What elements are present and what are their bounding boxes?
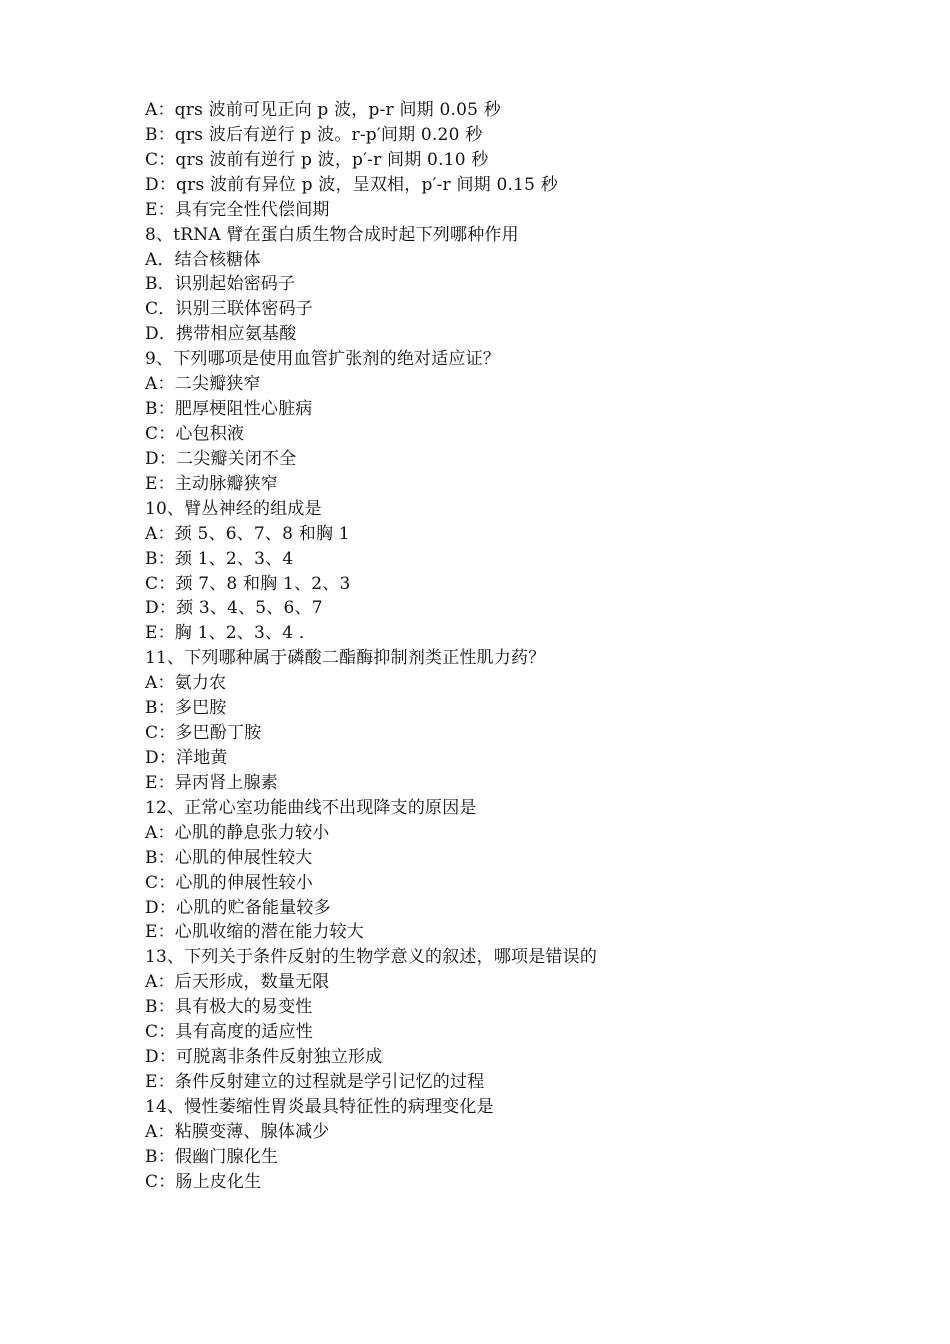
option-line: E：具有完全性代偿间期 bbox=[145, 199, 330, 220]
option-line: E：胸 1、2、3、4 ． bbox=[145, 623, 317, 644]
option-line: B．识别起始密码子 bbox=[145, 274, 296, 295]
document-body bbox=[145, 98, 905, 1195]
option-line: B：qrs 波后有逆行 p 波。r-p′间期 0.20 秒 bbox=[145, 124, 483, 145]
option-line: C：颈 7、8 和胸 1、2、3 bbox=[145, 573, 351, 594]
option-line: C：qrs 波前有逆行 p 波，p′-r 间期 0.10 秒 bbox=[145, 149, 489, 170]
option-line: E：条件反射建立的过程就是学引记忆的过程 bbox=[145, 1071, 485, 1092]
option-line: C：具有高度的适应性 bbox=[145, 1022, 314, 1043]
option-line: A：qrs 波前可见正向 p 波，p-r 间期 0.05 秒 bbox=[145, 100, 501, 120]
question-line: 12、正常心室功能曲线不出现降支的原因是 bbox=[145, 797, 477, 818]
question-line: 10、臂丛神经的组成是 bbox=[145, 498, 322, 519]
option-line: A：氨力农 bbox=[145, 673, 227, 694]
option-line: E：心肌收缩的潜在能力较大 bbox=[145, 922, 365, 943]
option-line: B：多巴胺 bbox=[145, 698, 227, 719]
option-line: E：异丙肾上腺素 bbox=[145, 772, 279, 793]
option-line: B：具有极大的易变性 bbox=[145, 997, 313, 1018]
option-line: D．携带相应氨基酸 bbox=[145, 324, 297, 345]
option-line: A：后天形成，数量无限 bbox=[145, 972, 330, 993]
question-line: 13、下列关于条件反射的生物学意义的叙述，哪项是错误的 bbox=[145, 947, 598, 968]
option-line: A：颈 5、6、7、8 和胸 1 bbox=[145, 523, 350, 544]
option-line: C：心包积液 bbox=[145, 423, 245, 444]
option-line: E：主动脉瓣狭窄 bbox=[145, 473, 279, 494]
option-line: A：粘膜变薄、腺体减少 bbox=[145, 1121, 330, 1142]
question-line: 9、下列哪项是使用血管扩张剂的绝对适应证？ bbox=[145, 349, 501, 370]
option-line: B：心肌的伸展性较大 bbox=[145, 847, 313, 868]
option-line: B：假幽门腺化生 bbox=[145, 1146, 279, 1167]
option-line: A：二尖瓣狭窄 bbox=[145, 374, 261, 395]
option-line: C：多巴酚丁胺 bbox=[145, 723, 262, 744]
option-line: D：可脱离非条件反射独立形成 bbox=[145, 1047, 383, 1068]
option-line: D：洋地黄 bbox=[145, 747, 228, 768]
question-line: 8、tRNA 臂在蛋白质生物合成时起下列哪种作用 bbox=[145, 224, 519, 245]
option-line: C：肠上皮化生 bbox=[145, 1171, 262, 1192]
option-line: D：qrs 波前有异位 p 波，呈双相，p′-r 间期 0.15 秒 bbox=[145, 174, 558, 195]
option-line: A：心肌的静息张力较小 bbox=[145, 822, 330, 843]
option-line: C．识别三联体密码子 bbox=[145, 299, 314, 320]
option-line: D：二尖瓣关闭不全 bbox=[145, 448, 297, 469]
option-line: B：颈 1、2、3、4 bbox=[145, 548, 294, 569]
option-line: D：心肌的贮备能量较多 bbox=[145, 897, 331, 918]
option-line: D：颈 3、4、5、6、7 bbox=[145, 598, 323, 619]
option-line: B：肥厚梗阻性心脏病 bbox=[145, 399, 313, 420]
option-line: A．结合核糖体 bbox=[145, 249, 261, 270]
question-line: 14、慢性萎缩性胃炎最具特征性的病理变化是 bbox=[145, 1096, 494, 1117]
option-line: C：心肌的伸展性较小 bbox=[145, 872, 314, 893]
question-line: 11、下列哪种属于磷酸二酯酶抑制剂类正性肌力药？ bbox=[145, 648, 546, 669]
